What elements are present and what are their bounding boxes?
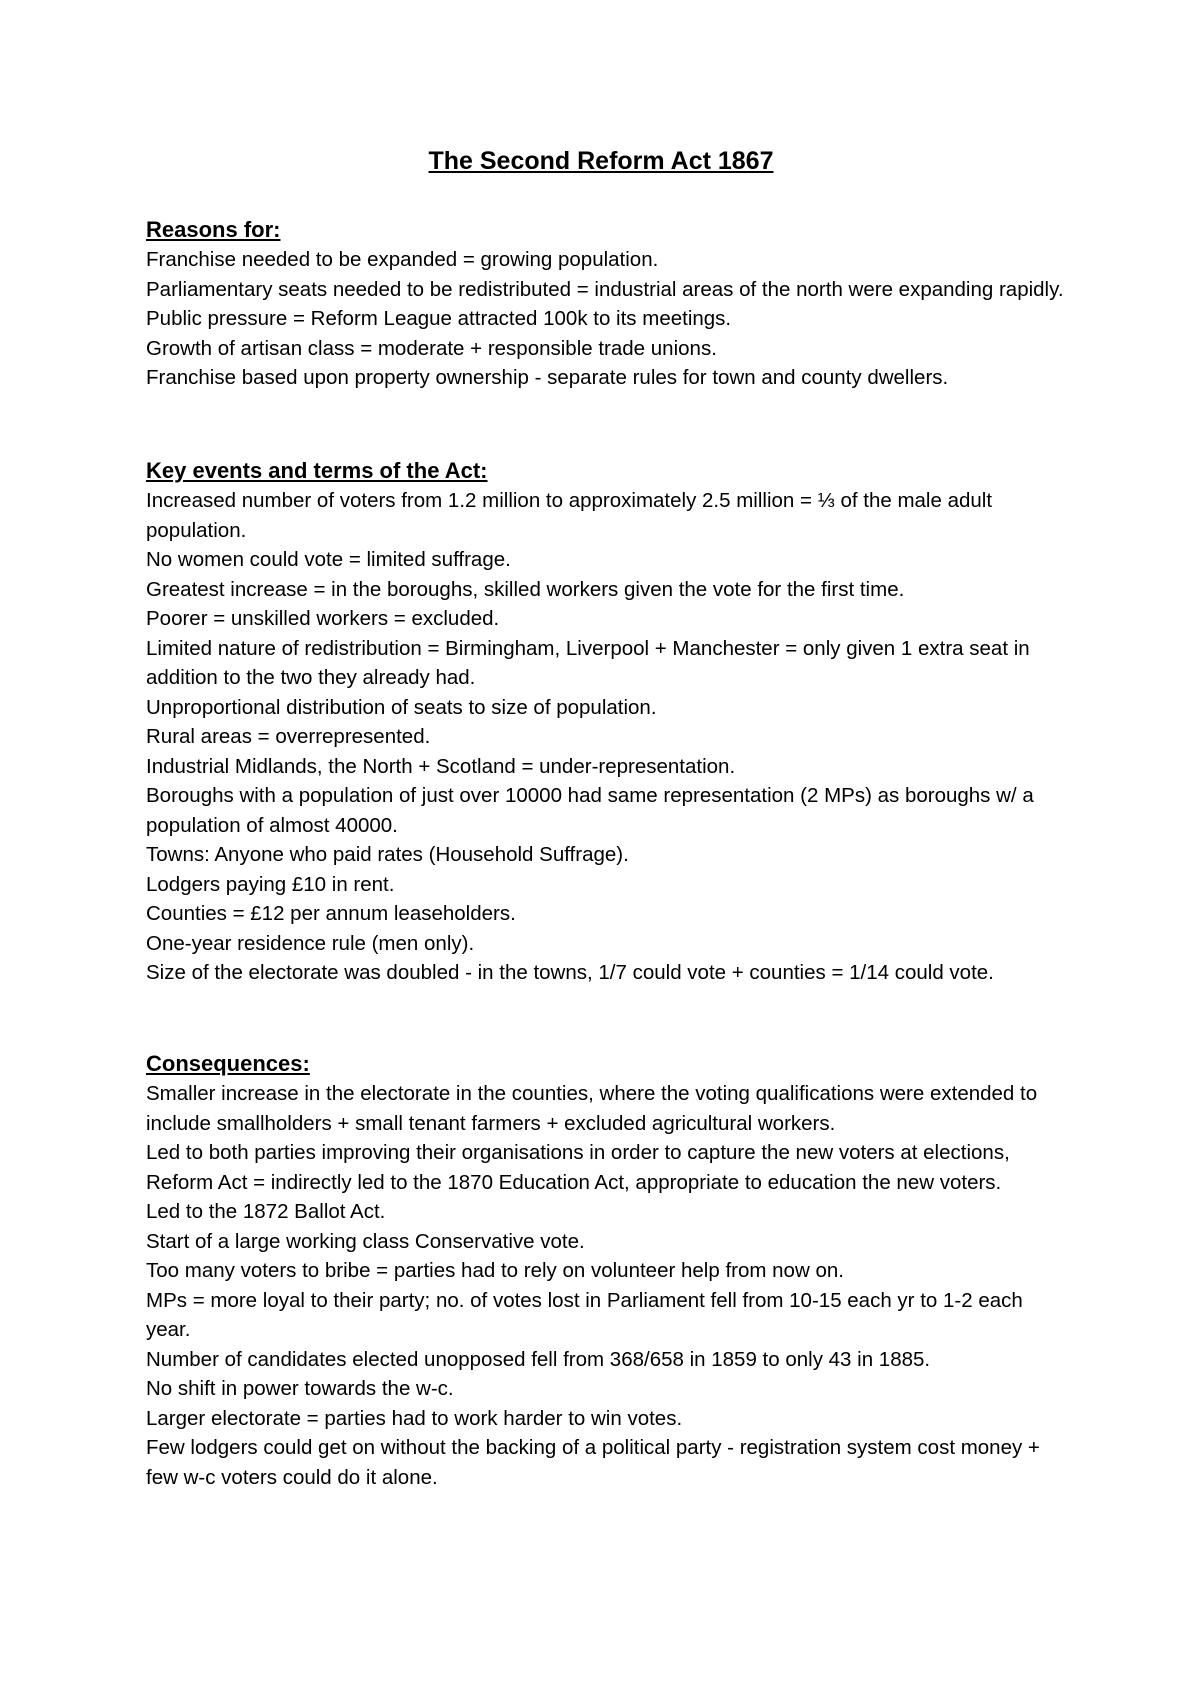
document-title: The Second Reform Act 1867 (428, 147, 774, 175)
text-line: Poorer = unskilled workers = excluded. (146, 607, 500, 630)
section-body-reasons (146, 245, 1066, 393)
text-line: No shift in power towards the w-c. (146, 1377, 454, 1400)
text-line: Number of candidates elected unopposed fell from 368/658 in 1859 to only 43 in 1885. (146, 1347, 931, 1371)
text-line: Reform Act = indirectly led to the 1870 Education Act, appropriate to education the new voters. (146, 1170, 1002, 1194)
text-line: Franchise based upon property ownership - separate rules for town and county dwellers. (146, 366, 949, 389)
text-line: Franchise needed to be expanded = growing population. (146, 248, 659, 271)
text-line: Led to both parties improving their organisations in order to capture the new voters at elections, (146, 1141, 1010, 1164)
text-line: Towns: Anyone who paid rates (Household Suffrage). (146, 843, 629, 866)
text-line: Few lodgers could get on without the backing of a political party - registration system cost money + few w-c voters could do it alone. (146, 1436, 1040, 1489)
section-body-key-events (146, 486, 1066, 988)
text-line: Size of the electorate was doubled - in the towns, 1/7 could vote + counties = 1/14 could vote. (146, 961, 994, 984)
text-line: No women could vote = limited suffrage. (146, 548, 511, 571)
text-line: Too many voters to bribe = parties had to rely on volunteer help from now on. (146, 1259, 844, 1282)
text-line: Industrial Midlands, the North + Scotland = under-representation. (146, 754, 736, 778)
text-line: Smaller increase in the electorate in the counties, where the voting qualifications were extended to include smallholders + small tenant farmers + excluded agricultural workers. (146, 1082, 1038, 1135)
section-key-events (146, 456, 1066, 988)
text-line: Unproportional distribution of seats to size of population. (146, 695, 657, 719)
text-line: Rural areas = overrepresented. (146, 725, 431, 748)
section-body-consequences (146, 1079, 1066, 1492)
section-reasons (146, 215, 1066, 393)
section-heading-key-events: Key events and terms of the Act: (146, 458, 488, 483)
text-line: Boroughs with a population of just over 10000 had same representation (2 MPs) as boroughs w/ a population of almost 40000. (146, 784, 1034, 837)
text-line: Start of a large working class Conservative vote. (146, 1229, 585, 1253)
text-line: Lodgers paying £10 in rent. (146, 872, 395, 896)
section-heading-reasons: Reasons for: (146, 217, 281, 242)
text-line: Led to the 1872 Ballot Act. (146, 1200, 386, 1223)
text-line: Greatest increase = in the boroughs, skilled workers given the vote for the first time. (146, 577, 905, 601)
text-line: Larger electorate = parties had to work harder to win votes. (146, 1406, 683, 1430)
text-line: Growth of artisan class = moderate + responsible trade unions. (146, 336, 717, 360)
text-line: Parliamentary seats needed to be redistributed = industrial areas of the north were expanding rapidly. (146, 277, 1064, 301)
text-line: One-year residence rule (men only). (146, 931, 475, 955)
text-line: MPs = more loyal to their party; no. of votes lost in Parliament fell from 10-15 each yr to 1-2 each year. (146, 1288, 1023, 1341)
section-consequences (146, 1049, 1066, 1492)
text-line: Limited nature of redistribution = Birmingham, Liverpool + Manchester = only given 1 extra seat in addition to the two they already had. (146, 636, 1030, 689)
text-line: Counties = £12 per annum leaseholders. (146, 902, 516, 925)
section-heading-consequences: Consequences: (146, 1051, 310, 1076)
text-line: Increased number of voters from 1.2 million to approximately 2.5 million = ⅓ of the male adult population. (146, 489, 993, 542)
text-line: Public pressure = Reform League attracted 100k to its meetings. (146, 307, 732, 330)
